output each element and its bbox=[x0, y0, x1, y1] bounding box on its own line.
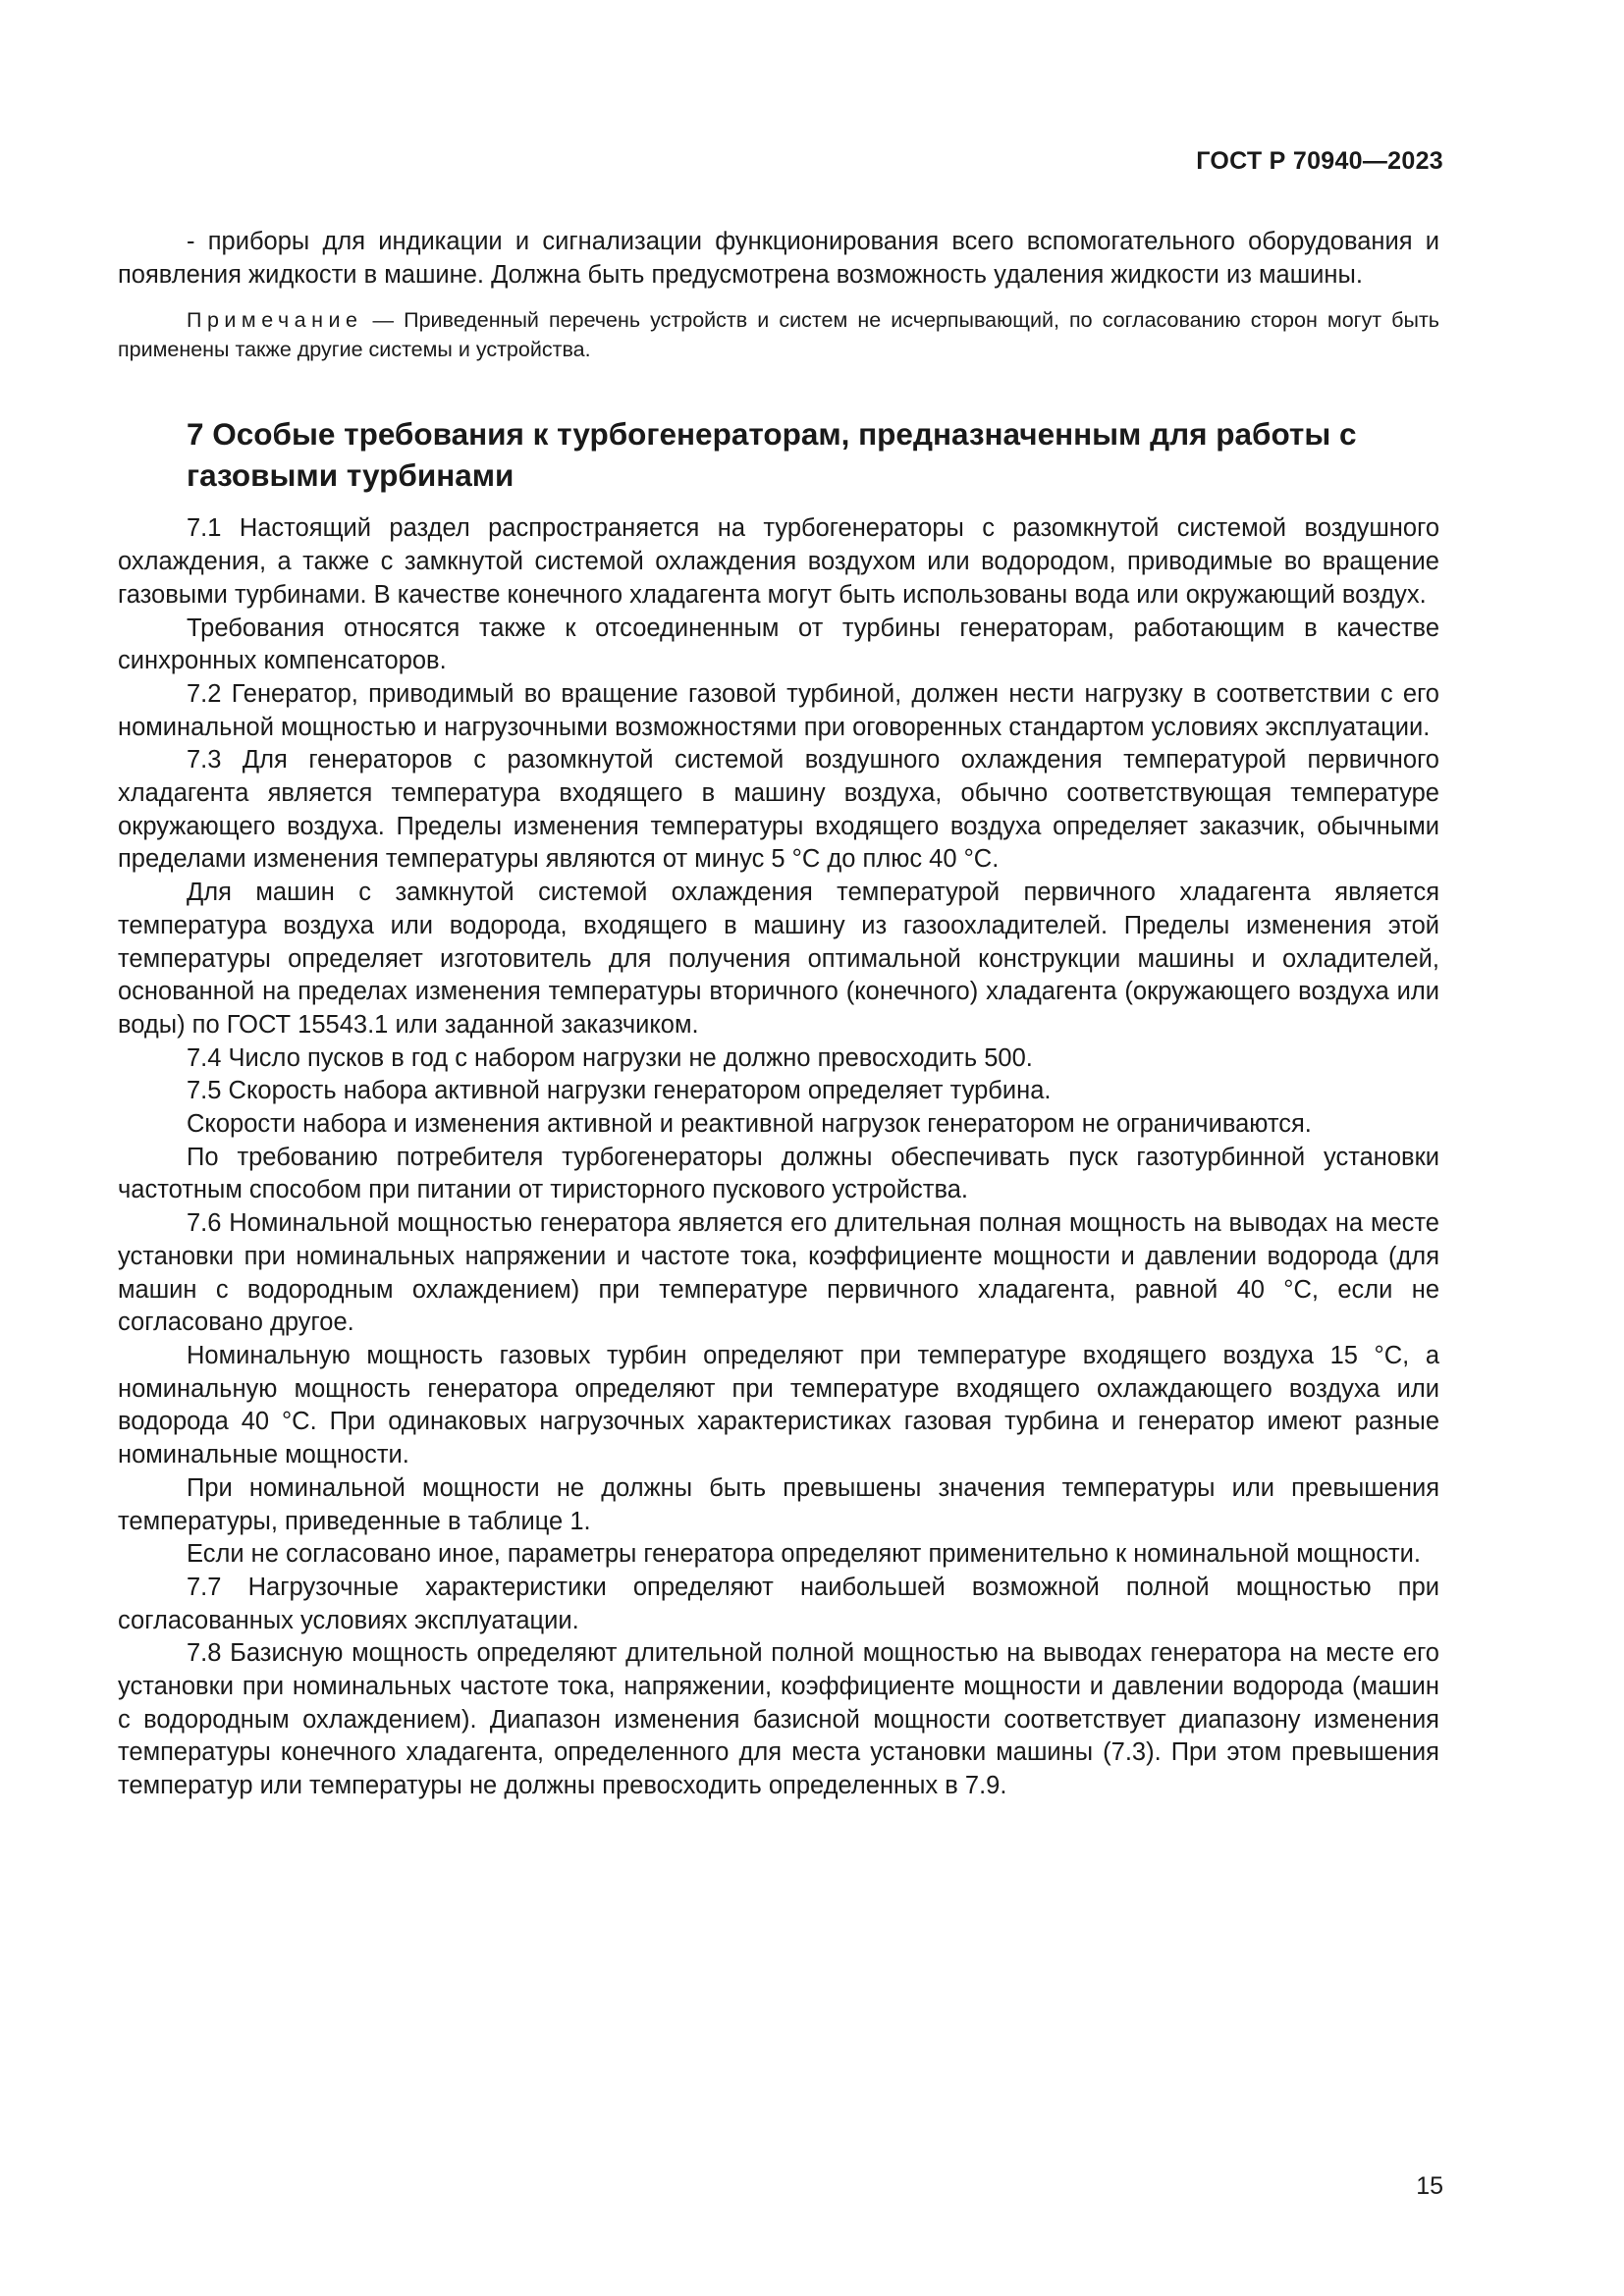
paragraph: 7.5 Скорость набора активной нагрузки генератором определяет турбина. bbox=[187, 1077, 1052, 1105]
paragraph: 7.3 Для генераторов с разомкнутой системой воздушного охлаждения температурой первичного хладагента является температура входящего в машину воздуха, обычно соответствующая температуре окружающего воздуха. Пределы изменения температуры входящего воздуха определяет заказчик, обычными пределами изменения температуры являются от минус 5 °С до плюс 40 °С. bbox=[118, 746, 1439, 874]
document-id: ГОСТ Р 70940—2023 bbox=[1196, 147, 1443, 175]
page-content bbox=[118, 226, 1439, 1803]
note-label: Примечание bbox=[187, 308, 363, 333]
paragraph: Требования относятся также к отсоединенным от турбины генераторам, работающим в качестве синхронных компенсаторов. bbox=[118, 614, 1439, 675]
paragraph: 7.8 Базисную мощность определяют длительной полной мощностью на выводах генератора на месте его установки при номинальных частоте тока, напряжении, коэффициенте мощности и давлении водорода (машин с водородным охлаждением). Диапазон изменения базисной мощности соответствует диапазону изменения температуры конечного хладагента, определенного для места установки машины (7.3). При этом превышения температур или температуры не должны превосходить определенных в 7.9. bbox=[118, 1639, 1439, 1800]
paragraph: 7.6 Номинальной мощностью генератора является его длительная полная мощность на выводах на месте установки при номинальных напряжении и частоте тока, коэффициенте мощности и давлении водорода (для машин с водородным охлаждением) при температуре первичного хладагента, равной 40 °С, если не согласовано другое. bbox=[118, 1209, 1439, 1337]
paragraph: Для машин с замкнутой системой охлаждения температурой первичного хладагента является температура воздуха или водорода, входящего в машину из газоохладителей. Пределы изменения этой температуры определяет изготовитель для получения оптимальной конструкции машины и охладителей, основанной на пределах изменения температуры вторичного (конечного) хладагента (окружающего воздуха или воды) по ГОСТ 15543.1 или заданной заказчиком. bbox=[118, 879, 1439, 1039]
page-number: 15 bbox=[1416, 2172, 1443, 2200]
paragraph: Номинальную мощность газовых турбин определяют при температуре входящего воздуха 15 °С, а номинальную мощность генератора определяют при температуре входящего охлаждающего воздуха или водорода 40 °С. При одинаковых нагрузочных характеристиках газовая турбина и генератор имеют разные номинальные мощности. bbox=[118, 1341, 1439, 1469]
paragraph: 7.4 Число пусков в год с набором нагрузки не должно превосходить 500. bbox=[187, 1043, 1033, 1072]
paragraph: 7.2 Генератор, приводимый во вращение газовой турбиной, должен нести нагрузку в соответствии с его номинальной мощностью и нагрузочными возможностями при оговоренных стандартом условиях эксплуатации. bbox=[118, 679, 1439, 741]
paragraph: 7.1 Настоящий раздел распространяется на турбогенераторы с разомкнутой системой воздушного охлаждения, а также с замкнутой системой охлаждения воздухом или водородом, приводимые во вращение газовыми турбинами. В качестве конечного хладагента могут быть использованы вода или окружающий воздух. bbox=[118, 514, 1439, 609]
list-item: - приборы для индикации и сигнализации функционирования всего вспомогательного оборудования и появления жидкости в машине. Должна быть предусмотрена возможность удаления жидкости из машины. bbox=[118, 228, 1439, 289]
paragraph: 7.7 Нагрузочные характеристики определяют наибольшей возможной полной мощностью при согласованных условиях эксплуатации. bbox=[118, 1573, 1439, 1634]
note bbox=[118, 305, 1439, 364]
paragraph: При номинальной мощности не должны быть превышены значения температуры или превышения температуры, приведенные в таблице 1. bbox=[118, 1473, 1439, 1535]
paragraph: Скорости набора и изменения активной и реактивной нагрузок генератором не ограничиваются. bbox=[187, 1110, 1312, 1139]
section-heading: 7 Особые требования к турбогенераторам, предназначенным для работы с газовыми турбинами bbox=[187, 416, 1357, 494]
note-text: — Приведенный перечень устройств и систем не исчерпывающий, по согласованию сторон могут быть применены также другие системы и устройства. bbox=[118, 308, 1439, 362]
paragraph: По требованию потребителя турбогенераторы должны обеспечивать пуск газотурбинной установки частотным способом при питании от тиристорного пускового устройства. bbox=[118, 1143, 1439, 1204]
paragraph: Если не согласовано иное, параметры генератора определяют применительно к номинальной мощности. bbox=[187, 1540, 1421, 1569]
